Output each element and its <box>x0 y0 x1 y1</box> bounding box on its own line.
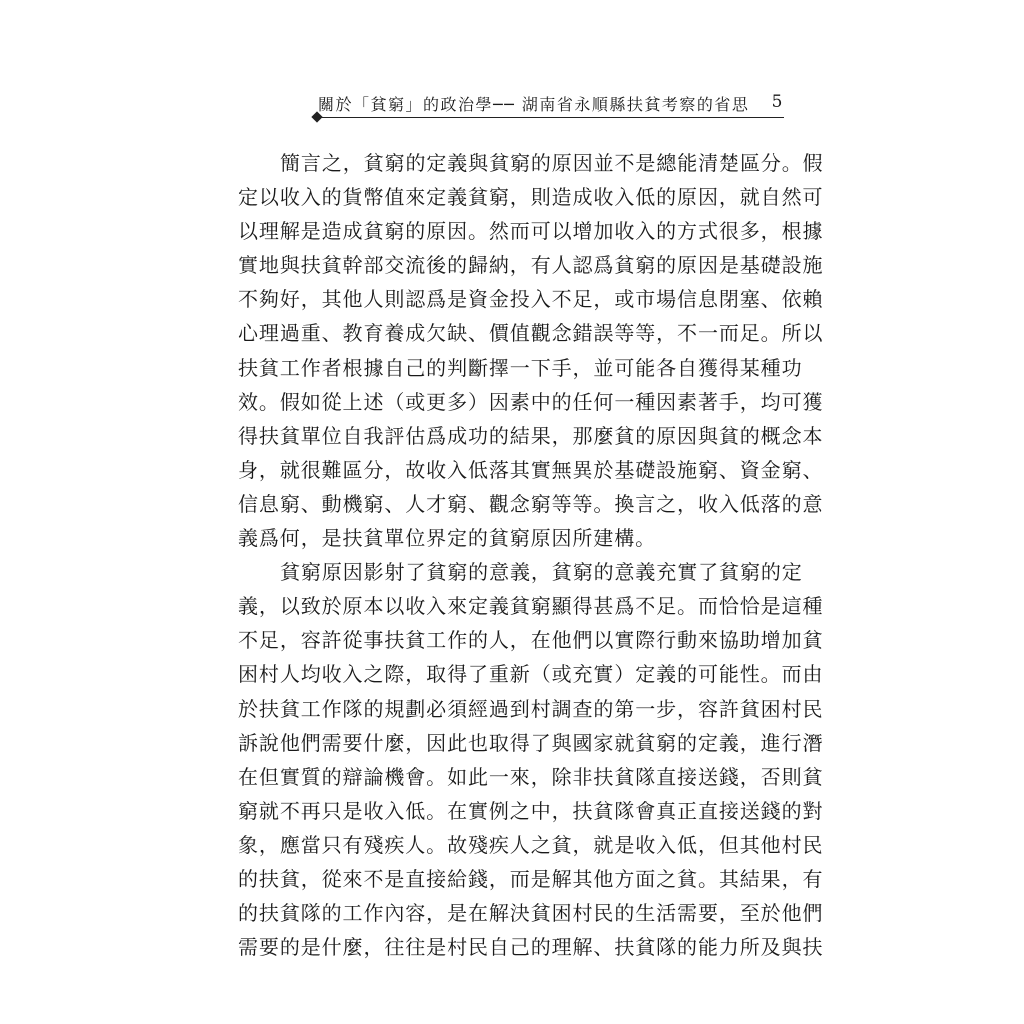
text-line: 定 以 收 入 的 貨 幣 值 來 定 義 貧 窮 ， 則 造 成 收 入 低 的 原 因 ， 就 自 然 可 <box>238 185 824 210</box>
text-line: 信 息 窮 、 動 機 窮 、 人 才 窮 、 觀 念 窮 等 等 。 換 言 之 ， 收 入 低 落 的 意 <box>238 491 824 516</box>
text-line: 的 扶 貧 ， 從 來 不 是 直 接 給 錢 ， 而 是 解 其 他 方 面 之 貧 。 其 結 果 ， 有 <box>238 866 824 891</box>
text-line: 需 要 的 是 什 麼 ， 往 往 是 村 民 自 己 的 理 解 、 扶 貧 隊 的 能 力 所 及 與 扶 <box>238 935 824 960</box>
text-line: 貧 窮 原 因 影 射 了 貧 窮 的 意 義 ， 貧 窮 的 意 義 充 實 了 貧 窮 的 定 <box>280 560 803 585</box>
text-line: 義 ， 以 致 於 原 本 以 收 入 來 定 義 貧 窮 顯 得 甚 爲 不 足 。 而 恰 恰 是 這 種 <box>238 594 824 619</box>
running-header <box>318 92 784 118</box>
text-line: 義爲何，是扶貧單位界定的貧窮原因所建構。 <box>238 526 656 551</box>
header-rule <box>318 117 784 118</box>
text-line: 不 足 ， 容 許 從 事 扶 貧 工 作 的 人 ， 在 他 們 以 實 際 行 動 來 協 助 增 加 貧 <box>238 628 824 653</box>
text-line: 簡 言 之 ， 貧 窮 的 定 義 與 貧 窮 的 原 因 並 不 是 總 能 清 楚 區 分 。 假 <box>280 151 824 175</box>
text-line: 的 扶 貧 隊 的 工 作 內 容 ， 是 在 解 決 貧 困 村 民 的 生 活 需 要 ， 至 於 他 們 <box>238 901 824 926</box>
text-line: 於 扶 貧 工 作 隊 的 規 劃 必 須 經 過 到 村 調 查 的 第 一 步 ， 容 許 貧 困 村 民 <box>238 696 824 721</box>
text-line: 得 扶 貧 單 位 自 我 評 估 爲 成 功 的 結 果 ， 那 麼 貧 的 原 因 與 貧 的 概 念 本 <box>238 423 824 448</box>
text-line: 心 理 過 重 、 教 育 養 成 欠 缺 、 價 值 觀 念 錯 誤 等 等 ， 不 一 而 足 。 所 以 <box>238 321 824 346</box>
text-line: 以 理 解 是 造 成 貧 窮 的 原 因 。 然 而 可 以 增 加 收 入 的 方 式 很 多 ， 根 據 <box>238 219 824 244</box>
text-line: 訴 說 他 們 需 要 什 麼 ， 因 此 也 取 得 了 與 國 家 就 貧 窮 的 定 義 ， 進 行 潛 <box>238 730 824 755</box>
text-line: 不 夠 好 ， 其 他 人 則 認 爲 是 資 金 投 入 不 足 ， 或 市 場 信 息 閉 塞 、 依 賴 <box>238 287 824 312</box>
body-text <box>238 146 824 964</box>
text-line: 在 但 實 質 的 辯 論 機 會 。 如 此 一 來 ， 除 非 扶 貧 隊 直 接 送 錢 ， 否 則 貧 <box>238 764 824 789</box>
text-line: 象 ， 應 當 只 有 殘 疾 人 。 故 殘 疾 人 之 貧 ， 就 是 收 入 低 ， 但 其 他 村 民 <box>238 832 824 857</box>
text-line: 困 村 人 均 收 入 之 際 ， 取 得 了 重 新 （ 或 充 實 ） 定 義 的 可 能 性 。 而 由 <box>238 662 824 687</box>
page-number: 5 <box>771 92 784 112</box>
text-line: 效 。 假 如 從 上 述 （ 或 更 多 ） 因 素 中 的 任 何 一 種 因 素 著 手 ， 均 可 獲 <box>238 389 824 414</box>
running-head-title: 關於「貧窮」的政治學── 湖南省永順縣扶貧考察的省思 <box>318 95 750 114</box>
text-line: 扶 貧 工 作 者 根 據 自 己 的 判 斷 擇 一 下 手 ， 並 可 能 各 自 獲 得 某 種 功 <box>238 355 803 380</box>
text-line: 窮 就 不 再 只 是 收 入 低 。 在 實 例 之 中 ， 扶 貧 隊 會 真 正 直 接 送 錢 的 對 <box>238 798 824 823</box>
text-line: 實 地 與 扶 貧 幹 部 交 流 後 的 歸 納 ， 有 人 認 爲 貧 窮 的 原 因 是 基 礎 設 施 <box>238 253 824 278</box>
text-line: 身 ， 就 很 難 區 分 ， 故 收 入 低 落 其 實 無 異 於 基 礎 設 施 窮 、 資 金 窮 、 <box>238 457 824 482</box>
